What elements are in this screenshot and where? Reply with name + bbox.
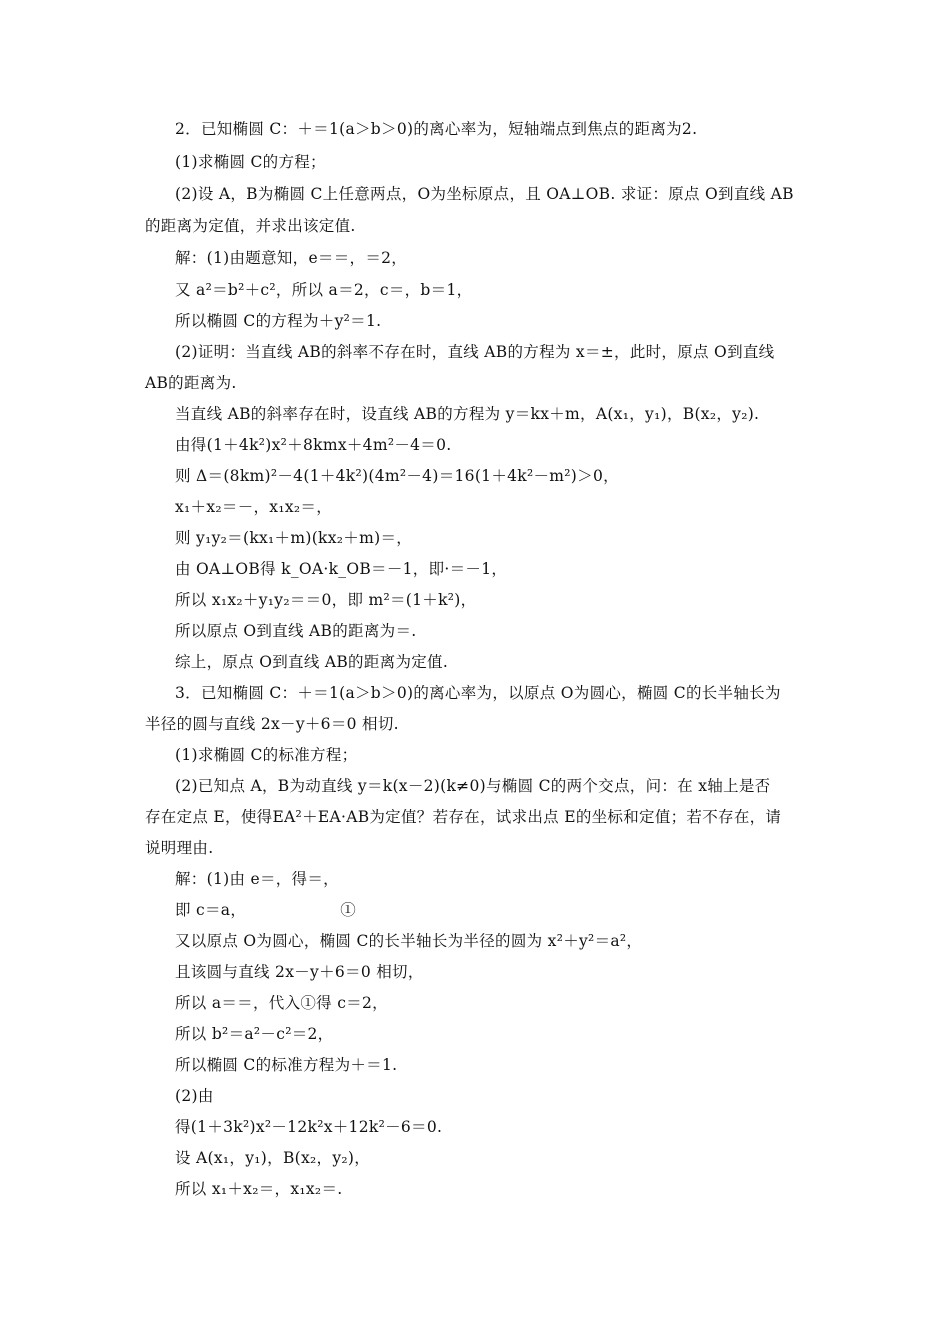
text-line: 所以椭圆 C的方程为＋y²＝1. [175, 312, 382, 330]
text-line: (1)求椭圆 C的标准方程； [175, 746, 358, 764]
text-line: 则 y₁y₂＝(kx₁＋m)(kx₂＋m)＝， [175, 529, 413, 547]
text-line: 又 a²＝b²＋c²，所以 a＝2，c＝，b＝1， [175, 281, 473, 299]
text-line: 半径的圆与直线 2x－y＋6＝0 相切. [145, 715, 399, 733]
text-line: (1)求椭圆 C的方程； [175, 153, 326, 171]
text-line: 解：(1)由 e＝，得＝， [175, 870, 339, 888]
text-line: 又以原点 O为圆心，椭圆 C的长半轴长为半径的圆为 x²＋y²＝a²， [175, 932, 643, 950]
text-line: (2)由 [175, 1087, 214, 1105]
text-line: 2．已知椭圆 C：＋＝1(a＞b＞0)的离心率为，短轴端点到焦点的距离为2. [175, 120, 698, 138]
text-line: (2)已知点 A，B为动直线 y＝k(x－2)(k≠0)与椭圆 C的两个交点，问：在 x轴上是否 [175, 777, 771, 795]
text-line: (2)证明：当直线 AB的斜率不存在时，直线 AB的方程为 x＝±，此时，原点 O到直线 [175, 343, 775, 361]
text-line: 设 A(x₁，y₁)，B(x₂，y₂)， [175, 1149, 371, 1167]
text-line: x₁＋x₂＝－，x₁x₂＝， [175, 498, 333, 516]
text-line: 存在定点 E，使得EA²＋EA·AB为定值？若存在，试求出点 E的坐标和定值；若不存在，请 [145, 808, 782, 826]
text-line: 所以 x₁＋x₂＝，x₁x₂＝. [175, 1180, 343, 1198]
text-line: 则 Δ＝(8km)²－4(1＋4k²)(4m²－4)＝16(1＋4k²－m²)＞0， [175, 467, 619, 485]
text-line: 所以 b²＝a²－c²＝2， [175, 1025, 334, 1043]
text-line: 由 OA⊥OB得 k_OA·k_OB＝－1，即·＝－1， [175, 560, 508, 578]
text-line: 3．已知椭圆 C：＋＝1(a＞b＞0)的离心率为，以原点 O为圆心，椭圆 C的长半轴长为 [175, 684, 781, 702]
text-line: AB的距离为. [145, 374, 237, 392]
text-line: 的距离为定值，并求出该定值. [145, 217, 356, 235]
text-line: (2)设 A，B为椭圆 C上任意两点，O为坐标原点，且 OA⊥OB. 求证：原点 O到直线 AB [175, 185, 794, 203]
text-line: 所以 a＝＝，代入①得 c＝2， [175, 994, 388, 1012]
text-line: 当直线 AB的斜率存在时，设直线 AB的方程为 y＝kx＋m，A(x₁，y₁)，B(x₂，y₂). [175, 405, 760, 423]
text-line: 所以椭圆 C的标准方程为＋＝1. [175, 1056, 398, 1074]
text-line: 即 c＝a， ① [175, 901, 357, 919]
text-line: 由得(1＋4k²)x²＋8kmx＋4m²－4＝0. [175, 436, 452, 454]
text-line: 解：(1)由题意知，e＝＝，＝2， [175, 249, 408, 267]
text-line: 所以原点 O到直线 AB的距离为＝. [175, 622, 417, 640]
text-line: 说明理由. [145, 839, 214, 857]
text-line: 得(1＋3k²)x²－12k²x＋12k²－6＝0. [175, 1118, 443, 1136]
text-line: 综上，原点 O到直线 AB的距离为定值. [175, 653, 449, 671]
text-line: 所以 x₁x₂＋y₁y₂＝＝0，即 m²＝(1＋k²)， [175, 591, 477, 609]
text-line: 且该圆与直线 2x－y＋6＝0 相切， [175, 963, 424, 981]
